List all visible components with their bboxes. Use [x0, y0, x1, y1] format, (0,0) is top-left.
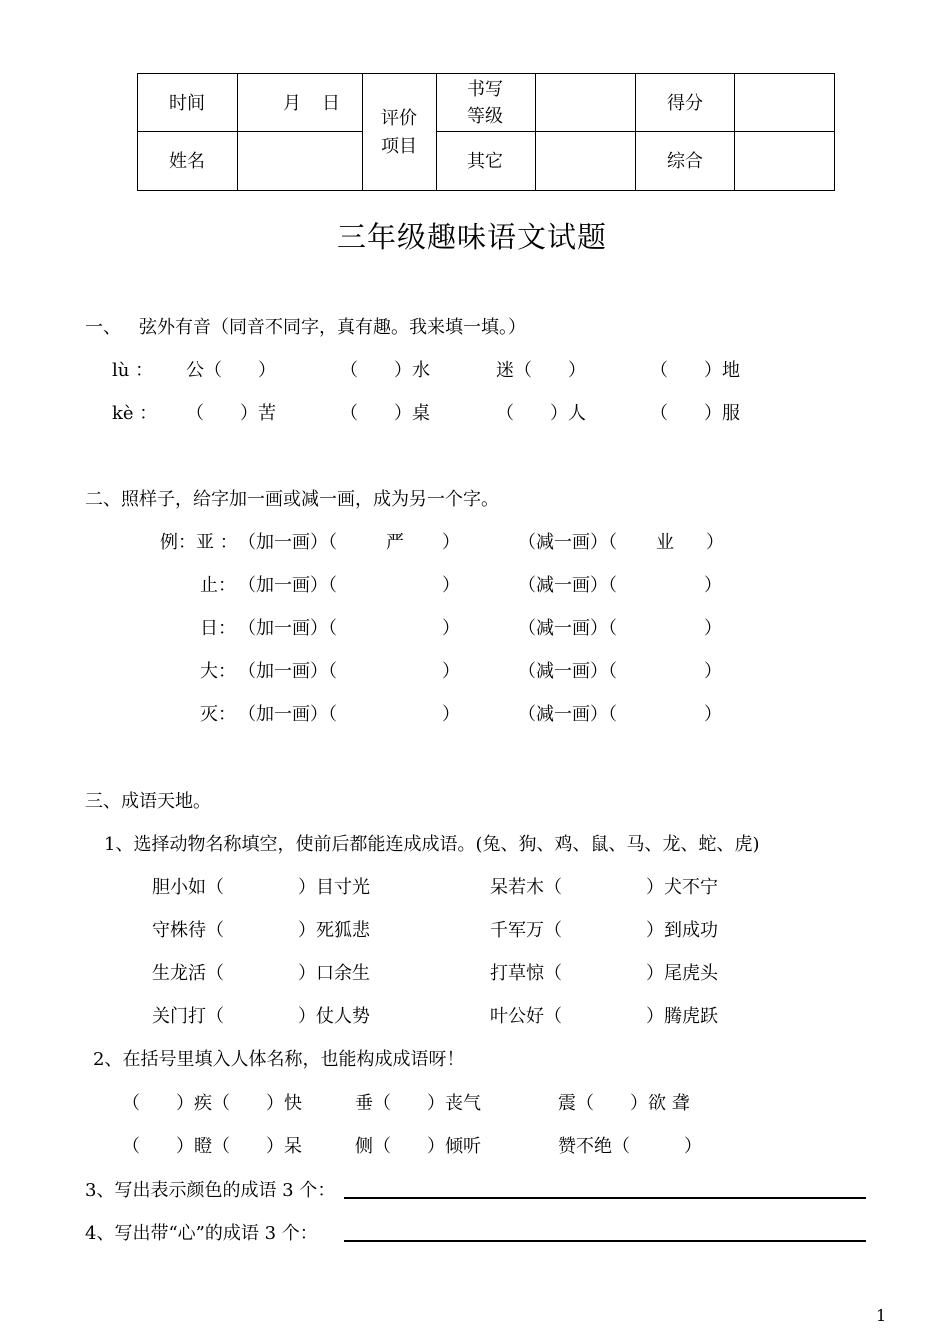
- sub-stroke-close: ）: [704, 661, 722, 682]
- score-label-cell: [635, 73, 735, 132]
- example-sub-label: （减一画）（: [518, 532, 617, 553]
- name-value-cell[interactable]: [237, 131, 363, 191]
- section1-heading: 弦外有音（同音不同字，真有趣。我来填一填。）: [139, 317, 526, 338]
- sub-stroke-blank[interactable]: （减一画）（: [518, 618, 617, 639]
- writing-grade-label-line1: 书写: [467, 79, 503, 100]
- example-prefix: 例：亚 ：: [160, 532, 238, 553]
- date-month-label: 月: [283, 93, 301, 114]
- body-idiom-blank[interactable]: 震（ ）欲 聋: [558, 1093, 690, 1114]
- homophone-blank[interactable]: 迷（ ）: [496, 360, 586, 381]
- idiom-right-end: ）尾虎头: [646, 963, 718, 984]
- sub-stroke-close: ）: [704, 704, 722, 725]
- idiom-left-start: 关门打（: [152, 1006, 224, 1027]
- sub-stroke-blank[interactable]: （减一画）（: [518, 575, 617, 596]
- page-number: 1: [876, 1306, 887, 1325]
- other-label: 其它: [467, 151, 503, 172]
- other-label-cell: [436, 131, 536, 191]
- add-stroke-close: ）: [442, 575, 460, 596]
- page-title: 三年级趣味语文试题: [337, 220, 608, 254]
- sub-stroke-blank[interactable]: （减一画）（: [518, 704, 617, 725]
- homophone-blank[interactable]: 公（ ）: [186, 360, 276, 381]
- q3-answer-line[interactable]: [344, 1197, 866, 1199]
- homophone-blank[interactable]: （ ）服: [650, 403, 740, 424]
- evaluation-label-line2: 项目: [381, 136, 417, 157]
- add-stroke-blank[interactable]: （加一画）（: [238, 704, 337, 725]
- evaluation-label-line1: 评价: [381, 108, 417, 129]
- idiom-right-end: ）犬不宁: [646, 877, 718, 898]
- date-day-label: 日: [322, 93, 340, 114]
- stroke-char-label: 日：: [200, 618, 236, 639]
- idiom-right-start: 叶公好（: [490, 1006, 562, 1027]
- writing-grade-value-cell[interactable]: [535, 73, 636, 132]
- writing-grade-label-cell: [436, 73, 536, 132]
- homophone-blank[interactable]: （ ）地: [650, 360, 740, 381]
- idiom-right-end: ）腾虎跃: [646, 1006, 718, 1027]
- evaluation-items-cell: [362, 73, 437, 191]
- score-label: 得分: [667, 93, 703, 114]
- section3-heading: 三、成语天地。: [85, 791, 211, 812]
- writing-grade-label-line2: 等级: [467, 106, 503, 127]
- example-add-label: （加一画）（: [238, 532, 337, 553]
- name-label-cell: [137, 131, 238, 191]
- q4-prompt: 4、写出带“心”的成语 3 个：: [85, 1223, 318, 1244]
- example-add-answer: 严: [386, 532, 404, 553]
- idiom-left-end: ）仗人势: [298, 1006, 370, 1027]
- section2-heading: 二、照样子，给字加一画或减一画，成为另一个字。: [85, 489, 499, 510]
- idiom-left-end: ）目寸光: [298, 877, 370, 898]
- overall-label-cell: [635, 131, 735, 191]
- add-stroke-blank[interactable]: （加一画）（: [238, 618, 337, 639]
- overall-value-cell[interactable]: [734, 131, 835, 191]
- idiom-left-start: 胆小如（: [152, 877, 224, 898]
- date-cell[interactable]: [237, 73, 363, 132]
- homophone-blank[interactable]: （ ）水: [340, 360, 430, 381]
- example-sub-answer: 业: [656, 532, 674, 553]
- add-stroke-blank[interactable]: （加一画）（: [238, 575, 337, 596]
- sub-stroke-blank[interactable]: （减一画）（: [518, 661, 617, 682]
- sub-stroke-close: ）: [704, 575, 722, 596]
- add-stroke-close: ）: [442, 704, 460, 725]
- idiom-right-end: ）到成功: [646, 920, 718, 941]
- idiom-left-start: 守株待（: [152, 920, 224, 941]
- overall-label: 综合: [667, 151, 703, 172]
- idiom-left-end: ）口余生: [298, 963, 370, 984]
- stroke-char-label: 大：: [200, 661, 236, 682]
- homophone-blank[interactable]: （ ）桌: [340, 403, 430, 424]
- body-idiom-blank[interactable]: 侧（ ）倾听: [355, 1136, 481, 1157]
- q1-instruction: 1、选择动物名称填空，使前后都能连成成语。(兔、狗、鸡、鼠、马、龙、蛇、虎): [104, 834, 760, 855]
- other-value-cell[interactable]: [535, 131, 636, 191]
- homophone-blank[interactable]: （ ）苦: [186, 403, 276, 424]
- idiom-left-end: ）死狐悲: [298, 920, 370, 941]
- stroke-char-label: 灭：: [200, 704, 236, 725]
- sub-stroke-close: ）: [704, 618, 722, 639]
- add-stroke-blank[interactable]: （加一画）（: [238, 661, 337, 682]
- pinyin-ke-label: kè ：: [112, 403, 158, 424]
- body-idiom-blank[interactable]: 垂（ ）丧气: [355, 1093, 481, 1114]
- idiom-right-start: 千军万（: [490, 920, 562, 941]
- add-stroke-close: ）: [442, 618, 460, 639]
- section1-number: 一、: [85, 317, 121, 338]
- q3-prompt: 3、写出表示颜色的成语 3 个：: [85, 1180, 336, 1201]
- idiom-right-start: 呆若木（: [490, 877, 562, 898]
- body-idiom-blank[interactable]: （ ）疾（ ）快: [122, 1093, 302, 1114]
- body-idiom-blank[interactable]: 赞不绝（ ）: [558, 1136, 702, 1157]
- time-label-cell: [137, 73, 238, 132]
- name-label: 姓名: [169, 151, 205, 172]
- idiom-right-start: 打草惊（: [490, 963, 562, 984]
- q2-instruction: 2、在括号里填入人体名称，也能构成成语呀！: [93, 1049, 465, 1070]
- example-sub-close: ）: [706, 532, 724, 553]
- score-value-cell[interactable]: [734, 73, 835, 132]
- homophone-blank[interactable]: （ ）人: [496, 403, 586, 424]
- body-idiom-blank[interactable]: （ ）瞪（ ）呆: [122, 1136, 302, 1157]
- stroke-char-label: 止：: [200, 575, 236, 596]
- q4-answer-line[interactable]: [344, 1240, 866, 1242]
- time-label: 时间: [169, 93, 205, 114]
- pinyin-lu-label: lù ：: [112, 360, 154, 381]
- add-stroke-close: ）: [442, 661, 460, 682]
- example-add-close: ）: [442, 532, 460, 553]
- idiom-left-start: 生龙活（: [152, 963, 224, 984]
